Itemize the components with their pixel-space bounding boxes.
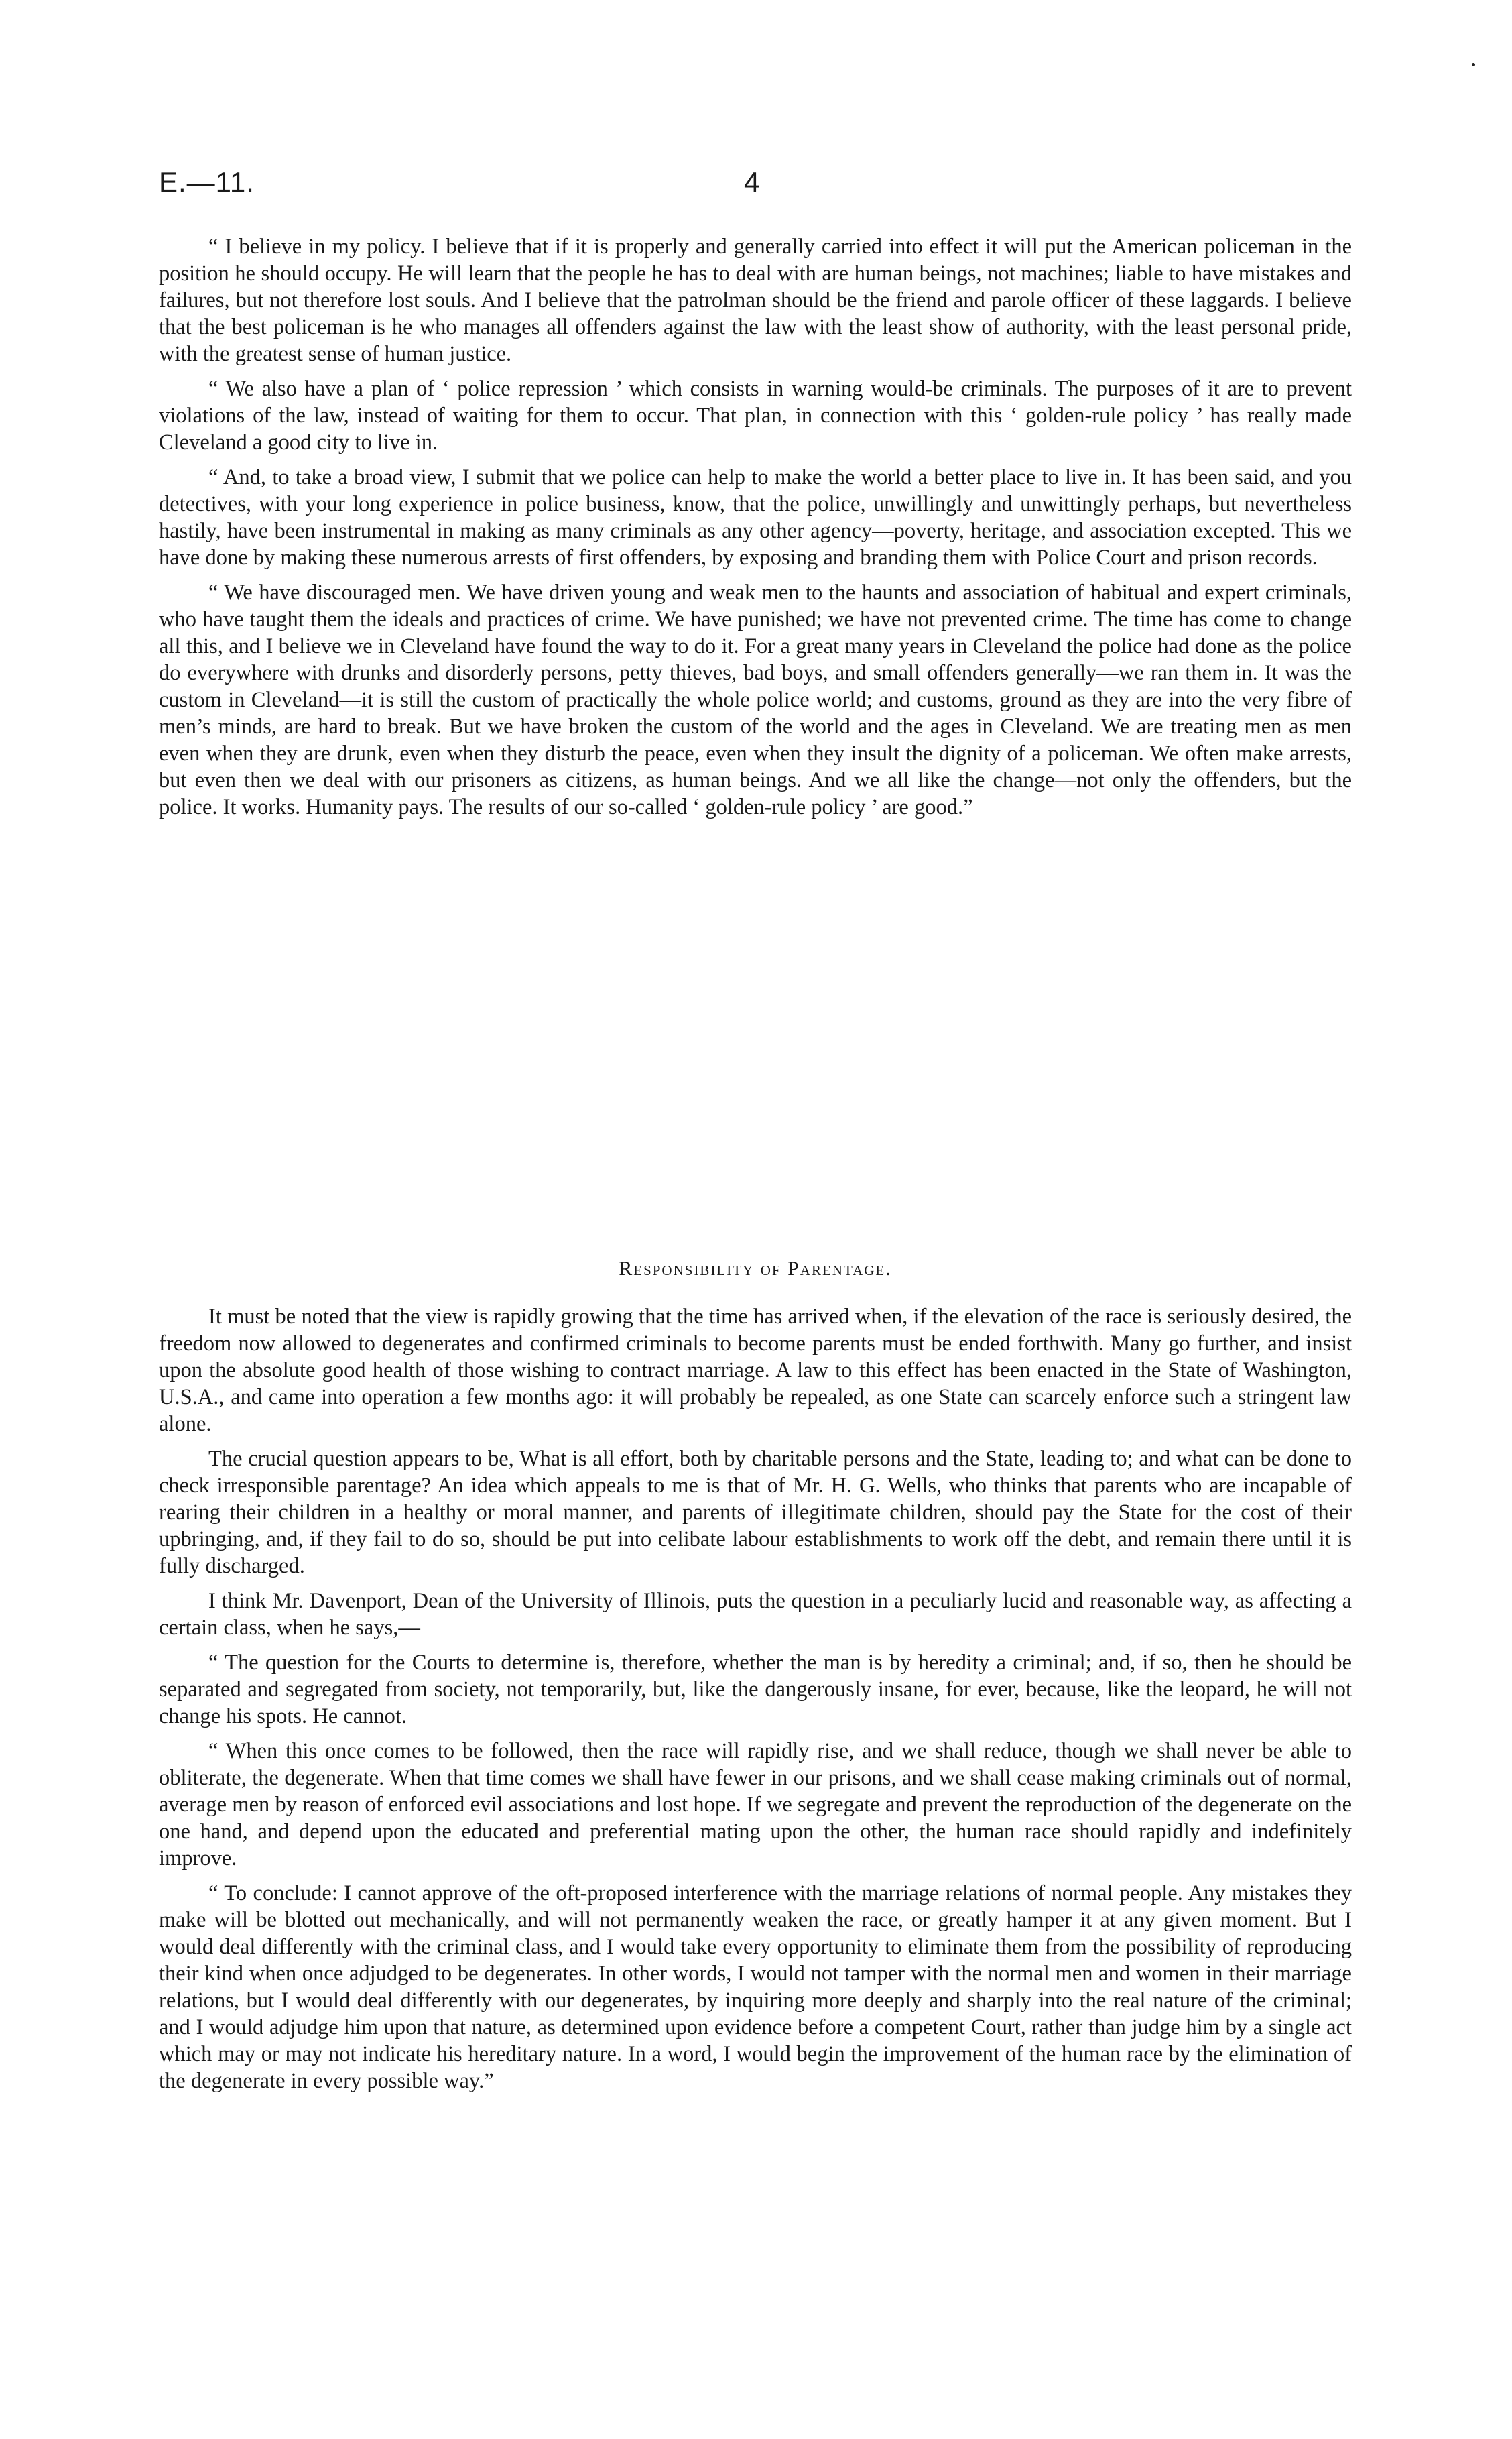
paragraph: “ And, to take a broad view, I submit that we police can help to make the world a better place to live in. It has been said, and you detectives, with your long experience in police business, know, that the police, unwillingly and unwittingly perhaps, but nevertheless hastily, have been instrumental in making as many criminals as any other agency—poverty, heritage, and association excepted. This we have done by making these numerous arrests of first offenders, by exposing and branding them with Police Court and prison records.: [159, 465, 1352, 570]
paragraph: I think Mr. Davenport, Dean of the University of Illinois, puts the question in a peculiarly lucid and reasonable way, as affecting a certain class, when he says,—: [159, 1589, 1352, 1640]
section-heading: Responsibility of Parentage.: [619, 1258, 892, 1280]
paragraph: “ We also have a plan of ‘ police repression ’ which consists in warning would-be criminals. The purposes of it are to prevent violations of the law, instead of waiting for them to occur. That plan, in connection with this ‘ golden-rule policy ’ has really made Cleveland a good city to live in.: [159, 377, 1352, 455]
paragraph: The crucial question appears to be, What is all effort, both by charitable persons and the State, leading to; and what can be done to check irresponsible parentage? An idea which appeals to me is that of Mr. H. G. Wells, who thinks that parents who are incapable of rearing their children in a healthy or moral manner, and parents of illegitimate children, should pay the State for the cost of their upbringing, and, if they fail to do so, should be put into celibate labour establishments to work off the debt, and remain there until it is fully discharged.: [159, 1447, 1352, 1578]
document-reference: E.—11.: [159, 166, 255, 198]
page-header: [159, 166, 1352, 206]
lower-text-block: [159, 1303, 1352, 2102]
paragraph: “ I believe in my policy. I believe that if it is properly and generally carried into effect it will put the American policeman in the position he should occupy. He will learn that the people he has to deal with are human beings, not machines; liable to have mistakes and failures, but not therefore lost souls. And I believe that the patrolman should be the friend and parole officer of these laggards. I believe that the best policeman is he who manages all offenders against the law with the least show of authority, with the least personal pride, with the greatest sense of human justice.: [159, 235, 1352, 366]
scan-speck: [1472, 63, 1475, 66]
paragraph: It must be noted that the view is rapidly growing that the time has arrived when, if the elevation of the race is seriously desired, the freedom now allowed to degenerates and confirmed criminals to become parents must be ended forthwith. Many go further, and insist upon the absolute good health of those wishing to contract marriage. A law to this effect has been enacted in the State of Washington, U.S.A., and came into operation a few months ago: it will probably be repealed, as one State can scarcely enforce such a stringent law alone.: [159, 1305, 1352, 1436]
paragraph: “ To conclude: I cannot approve of the oft-proposed interference with the marriage relations of normal people. Any mistakes they make will be blotted out mechanically, and will not permanently weaken the race, or greatly hamper it at any given moment. But I would deal differently with the criminal class, and I would take every opportunity to eliminate them from the possibility of reproducing their kind when once adjudged to be degenerates. In other words, I would not tamper with the normal men and women in their marriage relations, but I would deal differently with our degenerates, by inquiring more deeply and sharply into the real nature of the criminal; and I would adjudge him upon that nature, as determined upon evidence before a competent Court, rather than judge him by a single act which may or may not indicate his hereditary nature. In a word, I would begin the improvement of the human race by the elimination of the degenerate in every possible way.”: [159, 1881, 1352, 2093]
paragraph: “ The question for the Courts to determine is, therefore, whether the man is by heredity a criminal; and, if so, then he should be separated and segregated from society, not temporarily, but, like the dangerously insane, for ever, because, like the leopard, he will not change his spots. He cannot.: [159, 1651, 1352, 1728]
upper-text-block: [159, 233, 1352, 829]
page-number: 4: [744, 166, 760, 198]
paragraph: “ When this once comes to be followed, then the race will rapidly rise, and we shall reduce, though we shall never be able to obliterate, the degenerate. When that time comes we shall have fewer in our prisons, and we shall cease making criminals out of normal, average men by reason of enforced evil associations and lost hope. If we segregate and prevent the reproduction of the degenerate on the one hand, and depend upon the educated and preferential mating upon the other, the human race should rapidly and indefinitely improve.: [159, 1739, 1352, 1870]
paragraph: “ We have discouraged men. We have driven young and weak men to the haunts and association of habitual and expert criminals, who have taught them the ideals and practices of crime. We have punished; we have not prevented crime. The time has come to change all this, and I believe we in Cleveland have found the way to do it. For a great many years in Cleveland the police had done as the police do everywhere with drunks and disorderly persons, petty thieves, bad boys, and small offenders generally—we ran them in. It was the custom in Cleveland—it is still the custom of practically the whole police world; and customs, ground as they are into the very fibre of men’s minds, are hard to break. But we have broken the custom of the world and the ages in Cleveland. We are treating men as men even when they are drunk, even when they disturb the peace, even when they insult the dignity of a policeman. We often make arrests, but even then we deal with our prisoners as citizens, as human beings. And we all like the change—not only the offenders, but the police. It works. Humanity pays. The results of our so-called ‘ golden-rule policy ’ are good.”: [159, 581, 1352, 819]
